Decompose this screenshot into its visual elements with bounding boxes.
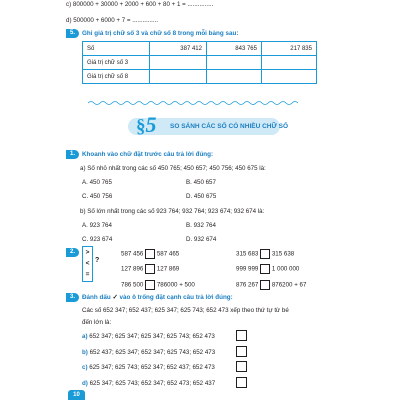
option-text: 625 347; 625 743; 652 347; 652 437; 652 473 — [89, 364, 215, 371]
expression-line-d: d) 500000 + 6000 + 7 = ............... — [66, 17, 159, 24]
page-number: 10 — [68, 390, 85, 400]
table-row — [83, 42, 317, 56]
option-label: b) — [82, 349, 88, 356]
left-value: 999 999 — [236, 265, 259, 273]
option-b-D[interactable]: D. 932 674 — [186, 236, 217, 243]
left-value: 587 456 — [121, 250, 144, 258]
answer-checkbox[interactable] — [236, 330, 247, 341]
option-a-B[interactable]: B. 450 657 — [186, 179, 216, 186]
option-b-A[interactable]: A. 923 764 — [82, 222, 112, 229]
question-title: Ghi giá trị chữ số 3 và chữ số 8 trong mỗi bảng sau: — [82, 30, 239, 37]
section-number: 5 — [145, 112, 157, 137]
comparison-row — [121, 280, 195, 290]
answer-checkbox[interactable] — [236, 377, 247, 388]
answer-cell[interactable] — [207, 56, 262, 70]
option-label: c) — [82, 364, 88, 371]
less-than-symbol: < — [85, 260, 90, 267]
answer-box[interactable] — [260, 264, 270, 274]
right-value: 315 638 — [271, 250, 295, 258]
option-a-A[interactable]: A. 450 765 — [82, 179, 112, 186]
title-prefix: Đánh dấu — [82, 294, 111, 301]
answer-box[interactable] — [260, 280, 270, 290]
option-text: 652 347; 625 347; 625 347; 625 743; 652 473 — [89, 333, 215, 340]
answer-option — [82, 349, 215, 356]
table-cell: Số — [83, 42, 150, 56]
answer-cell[interactable] — [150, 70, 207, 84]
comparison-row — [236, 249, 294, 259]
left-value: 876 267 — [236, 281, 259, 289]
option-label: a) — [82, 333, 88, 340]
answer-box[interactable] — [145, 264, 155, 274]
answer-cell[interactable] — [207, 70, 262, 84]
section-symbol — [136, 112, 157, 138]
question-mark: ? — [95, 257, 100, 264]
right-value: 786000 + 500 — [156, 281, 195, 289]
answer-option — [82, 364, 215, 371]
answer-option — [82, 380, 215, 387]
section-sign: § — [136, 116, 146, 137]
checkmark-icon: ✓ — [112, 294, 118, 301]
answer-option — [82, 333, 215, 340]
comparison-row — [121, 264, 179, 274]
option-b-B[interactable]: B. 932 764 — [186, 222, 216, 229]
expression-line-c: c) 800000 + 30000 + 2000 + 600 + 80 + 1 = ............... — [66, 1, 214, 8]
equals-symbol: = — [85, 271, 90, 278]
greater-than-symbol: > — [85, 249, 90, 256]
table-cell: 217 835 — [262, 42, 317, 56]
table-cell: 387 412 — [150, 42, 207, 56]
answer-box[interactable] — [145, 280, 155, 290]
section-title: SO SÁNH CÁC SỐ CÓ NHIỀU CHỮ SỐ — [170, 123, 289, 130]
comparison-row — [236, 280, 306, 290]
exercise-title: Khoanh vào chữ đặt trước câu trả lời đúng: — [82, 151, 214, 158]
question-b: b) Số lớn nhất trong các số 923 764; 932 764; 923 674; 932 674 là: — [80, 208, 265, 215]
right-value: 127 869 — [156, 265, 180, 273]
left-value: 315 683 — [236, 250, 259, 258]
comparison-row — [121, 249, 179, 259]
exercise-number-badge: 3. — [66, 293, 79, 302]
comparison-row — [236, 264, 299, 274]
left-value: 786 500 — [121, 281, 144, 289]
table-row — [83, 56, 317, 70]
right-value: 876200 + 67 — [271, 281, 307, 289]
answer-checkbox[interactable] — [236, 361, 247, 372]
right-value: 1 000 000 — [271, 265, 300, 273]
answer-cell[interactable] — [262, 70, 317, 84]
intro-text: Các số 652 347; 652 437; 625 347; 625 743; 652 473 xếp theo thứ tự từ bé — [82, 307, 289, 314]
table-cell: Giá trị chữ số 8 — [83, 70, 150, 84]
right-value: 587 465 — [156, 250, 180, 258]
exercise-title — [82, 294, 233, 301]
left-value: 127 896 — [121, 265, 144, 273]
title-suffix: vào ô trống đặt cạnh câu trả lời đúng: — [119, 294, 233, 301]
question-number-badge: 5. — [66, 29, 79, 38]
option-a-C[interactable]: C. 450 756 — [82, 193, 113, 200]
comparison-symbols — [82, 246, 93, 282]
exercise-number-badge: 1. — [66, 150, 79, 159]
answer-checkbox[interactable] — [236, 346, 247, 357]
question-a: a) Số nhỏ nhất trong các số 450 765; 450 657; 450 756; 450 675 là: — [80, 165, 266, 172]
table-cell: 843 765 — [207, 42, 262, 56]
option-label: d) — [82, 380, 88, 387]
answer-box[interactable] — [260, 249, 270, 259]
answer-cell[interactable] — [262, 56, 317, 70]
wave-divider — [88, 100, 298, 106]
option-b-C[interactable]: C. 923 674 — [82, 236, 113, 243]
table-row — [83, 70, 317, 84]
exercise-number-badge: 2. — [66, 248, 79, 257]
intro-text: đến lớn là: — [82, 319, 112, 326]
option-text: 652 437; 625 347; 652 347; 625 743; 652 473 — [89, 349, 216, 356]
option-a-D[interactable]: D. 450 675 — [186, 193, 217, 200]
table-cell: Giá trị chữ số 3 — [83, 56, 150, 70]
digit-value-table — [82, 41, 317, 84]
answer-box[interactable] — [145, 249, 155, 259]
answer-cell[interactable] — [150, 56, 207, 70]
option-text: 625 347; 625 743; 652 347; 652 473; 652 437 — [89, 380, 216, 387]
